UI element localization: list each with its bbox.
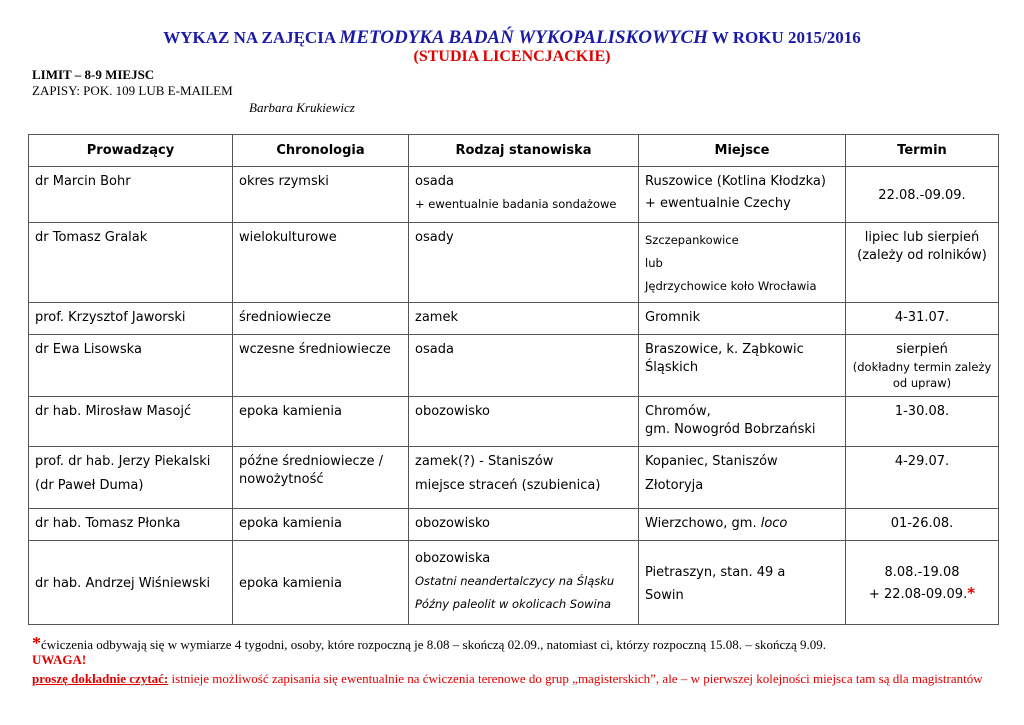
cell-prowadzacy: dr Tomasz Gralak <box>29 223 233 303</box>
cell-termin <box>846 223 999 303</box>
cell-rodzaj: osady <box>409 223 639 303</box>
miejsce-line: gm. Nowogród Bobrzański <box>645 422 816 437</box>
termin-line <box>852 583 992 605</box>
cell-rodzaj <box>409 447 639 509</box>
miejsce-line: Złotoryja <box>645 478 704 493</box>
cell-termin: 1-30.08. <box>846 397 999 447</box>
table-header-row <box>29 135 999 167</box>
cell-chronologia: epoka kamienia <box>233 397 409 447</box>
table-row <box>29 167 999 223</box>
termin-line: od upraw) <box>892 376 952 390</box>
author-name: Barbara Krukiewicz <box>249 100 355 115</box>
miejsce-line: Jędrzychowice koło Wrocławia <box>645 279 817 293</box>
cell-prowadzacy: dr hab. Mirosław Masojć <box>29 397 233 447</box>
cell-rodzaj <box>409 167 639 223</box>
termin-line: lipiec lub sierpień <box>864 230 980 245</box>
header-prowadzacy: Prowadzący <box>29 135 233 167</box>
cell-chronologia: późne średniowiecze / nowożytność <box>233 447 409 509</box>
header-rodzaj: Rodzaj stanowiska <box>409 135 639 167</box>
title-prefix: WYKAZ NA ZAJĘCIA <box>163 28 340 47</box>
cell-rodzaj: obozowisko <box>409 397 639 447</box>
table-row <box>29 447 999 509</box>
cell-miejsce <box>639 447 846 509</box>
miejsce-line: Śląskich <box>645 360 699 375</box>
cell-prowadzacy <box>29 447 233 509</box>
prowadzacy-line: (dr Paweł Duma) <box>35 478 144 493</box>
cell-termin: 01-26.08. <box>846 509 999 541</box>
cell-prowadzacy: prof. Krzysztof Jaworski <box>29 303 233 335</box>
termin-line: 8.08.-19.08 <box>884 565 960 580</box>
zapisy-text: ZAPISY: POK. 109 LUB E-MAILEM <box>32 83 233 98</box>
courses-table <box>28 134 999 625</box>
cell-termin <box>846 335 999 397</box>
miejsce-line: + ewentualnie Czechy <box>645 196 791 211</box>
cell-miejsce <box>639 335 846 397</box>
miejsce-line: Ruszowice (Kotlina Kłodzka) <box>645 174 826 189</box>
miejsce-text: Wierzchowo, gm. <box>645 516 761 531</box>
cell-prowadzacy: dr hab. Tomasz Płonka <box>29 509 233 541</box>
footnote-text: ćwiczenia odbywają się w wymiarze 4 tygodni, osoby, które rozpoczną je 8.08 – skończą 02.09., natomiast ci, którzy rozpoczną 15.08. – skończą 9.09. <box>41 637 827 652</box>
cell-chronologia: okres rzymski <box>233 167 409 223</box>
cell-chronologia: wielokulturowe <box>233 223 409 303</box>
warning-body: istnieje możliwość zapisania się ewentualnie na ćwiczenia terenowe do grup „magisterskich”, ale – w pierwszej kolejności miejsca tam są dla magistrantów <box>168 671 983 686</box>
miejsce-line: Szczepankowice <box>645 233 739 247</box>
cell-chronologia: wczesne średniowiecze <box>233 335 409 397</box>
miejsce-italic: loco <box>760 516 788 531</box>
table-row <box>29 397 999 447</box>
rodzaj-line: miejsce straceń (szubienica) <box>415 478 601 493</box>
termin-line: sierpień <box>896 342 948 357</box>
title-suffix: W ROKU 2015/2016 <box>707 28 861 47</box>
warning-heading: UWAGA! <box>32 652 87 667</box>
cell-rodzaj: obozowisko <box>409 509 639 541</box>
footnote <box>32 633 992 654</box>
header-miejsce: Miejsce <box>639 135 846 167</box>
miejsce-line: lub <box>645 256 663 270</box>
title-italic: METODYKA BADAŃ WYKOPALISKOWYCH <box>339 27 708 48</box>
termin-text: + 22.08-09.09. <box>868 587 968 602</box>
rodzaj-line: Późny paleolit w okolicach Sowina <box>415 597 612 611</box>
asterisk-mark: * <box>967 584 976 602</box>
header-termin: Termin <box>846 135 999 167</box>
miejsce-line: Kopaniec, Staniszów <box>645 454 778 469</box>
cell-miejsce <box>639 541 846 625</box>
cell-termin: 22.08.-09.09. <box>846 167 999 223</box>
rodzaj-line: Ostatni neandertalczycy na Śląsku <box>415 574 615 588</box>
rodzaj-line: zamek(?) - Staniszów <box>415 454 554 469</box>
rodzaj-line: + ewentualnie badania sondażowe <box>415 197 617 211</box>
miejsce-line: Chromów, <box>645 404 711 419</box>
document-subtitle: (STUDIA LICENCJACKIE) <box>413 48 611 65</box>
cell-chronologia: średniowiecze <box>233 303 409 335</box>
table-row <box>29 303 999 335</box>
miejsce-line: Pietraszyn, stan. 49 a <box>645 564 786 580</box>
cell-miejsce <box>639 167 846 223</box>
cell-chronologia: epoka kamienia <box>233 541 409 625</box>
footnote-star: * <box>32 633 41 653</box>
cell-miejsce <box>639 397 846 447</box>
table-row <box>29 541 999 625</box>
prowadzacy-line: prof. dr hab. Jerzy Piekalski <box>35 454 211 469</box>
termin-line: (dokładny termin zależy <box>852 360 992 374</box>
cell-chronologia: epoka kamienia <box>233 509 409 541</box>
limit-text: LIMIT – 8-9 MIEJSC <box>32 67 155 82</box>
cell-termin: 4-31.07. <box>846 303 999 335</box>
document-title <box>0 27 1024 49</box>
header-chronologia: Chronologia <box>233 135 409 167</box>
termin-line: (zależy od rolników) <box>857 248 987 263</box>
table-row <box>29 509 999 541</box>
cell-miejsce <box>639 223 846 303</box>
cell-prowadzacy: dr hab. Andrzej Wiśniewski <box>29 541 233 625</box>
cell-rodzaj <box>409 541 639 625</box>
table-row <box>29 223 999 303</box>
cell-miejsce <box>639 509 846 541</box>
cell-termin <box>846 541 999 625</box>
warning-text <box>32 670 992 688</box>
cell-prowadzacy: dr Marcin Bohr <box>29 167 233 223</box>
miejsce-line: Braszowice, k. Ząbkowic <box>645 342 804 357</box>
table-row <box>29 335 999 397</box>
cell-miejsce: Gromnik <box>639 303 846 335</box>
cell-termin: 4-29.07. <box>846 447 999 509</box>
cell-rodzaj: zamek <box>409 303 639 335</box>
rodzaj-line: obozowiska <box>415 551 491 566</box>
miejsce-line: Sowin <box>645 587 684 603</box>
rodzaj-line: osada <box>415 174 454 189</box>
cell-prowadzacy: dr Ewa Lisowska <box>29 335 233 397</box>
warning-label: proszę dokładnie czytać: <box>32 671 169 686</box>
cell-rodzaj: osada <box>409 335 639 397</box>
